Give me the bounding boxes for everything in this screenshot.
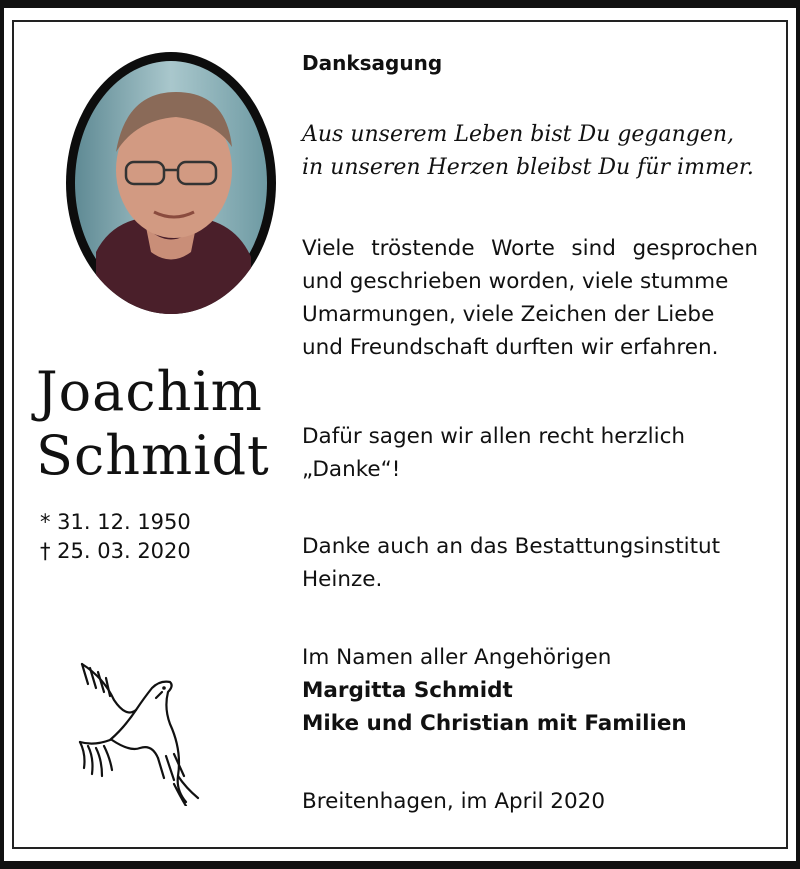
signature bbox=[302, 641, 758, 740]
paragraph-danke bbox=[302, 420, 758, 486]
signature-name-1: Margitta Schmidt bbox=[302, 678, 513, 703]
paragraph1-line-2: und geschrieben worden, viele stumme bbox=[302, 269, 729, 294]
portrait-photo bbox=[66, 52, 276, 314]
paragraph2-line-1: Dafür sagen wir allen recht herzlich bbox=[302, 424, 686, 449]
paragraph-funeral-home bbox=[302, 530, 758, 596]
deceased-first-name: Joachim bbox=[36, 360, 263, 423]
quote-line-2: in unseren Herzen bleibst Du für immer. bbox=[302, 155, 754, 180]
paragraph-thanks bbox=[302, 232, 758, 364]
paragraph1-line-4: und Freundschaft durften wir erfahren. bbox=[302, 335, 719, 360]
place-date: Breitenhagen, im April 2020 bbox=[302, 789, 606, 814]
quote-line-1: Aus unserem Leben bist Du gegangen, bbox=[302, 122, 735, 147]
paragraph3-line-1: Danke auch an das Bestattungsinstitut bbox=[302, 534, 721, 559]
paragraph1-line-1: Viele tröstende Worte sind gesprochen bbox=[302, 236, 758, 261]
heading: Danksagung bbox=[302, 51, 443, 75]
signature-name-2: Mike und Christian mit Familien bbox=[302, 711, 687, 736]
paragraph3-line-2: Heinze. bbox=[302, 567, 383, 592]
paragraph1-line-3: Umarmungen, viele Zeichen der Liebe bbox=[302, 302, 715, 327]
birth-date: * 31. 12. 1950 bbox=[40, 510, 191, 534]
life-dates bbox=[40, 508, 191, 566]
signature-intro: Im Namen aller Angehörigen bbox=[302, 645, 612, 670]
dove-icon bbox=[74, 658, 204, 806]
deceased-last-name: Schmidt bbox=[36, 424, 270, 487]
paragraph2-line-2: „Danke“! bbox=[302, 457, 401, 482]
quote bbox=[302, 118, 758, 184]
death-date: † 25. 03. 2020 bbox=[40, 539, 191, 563]
